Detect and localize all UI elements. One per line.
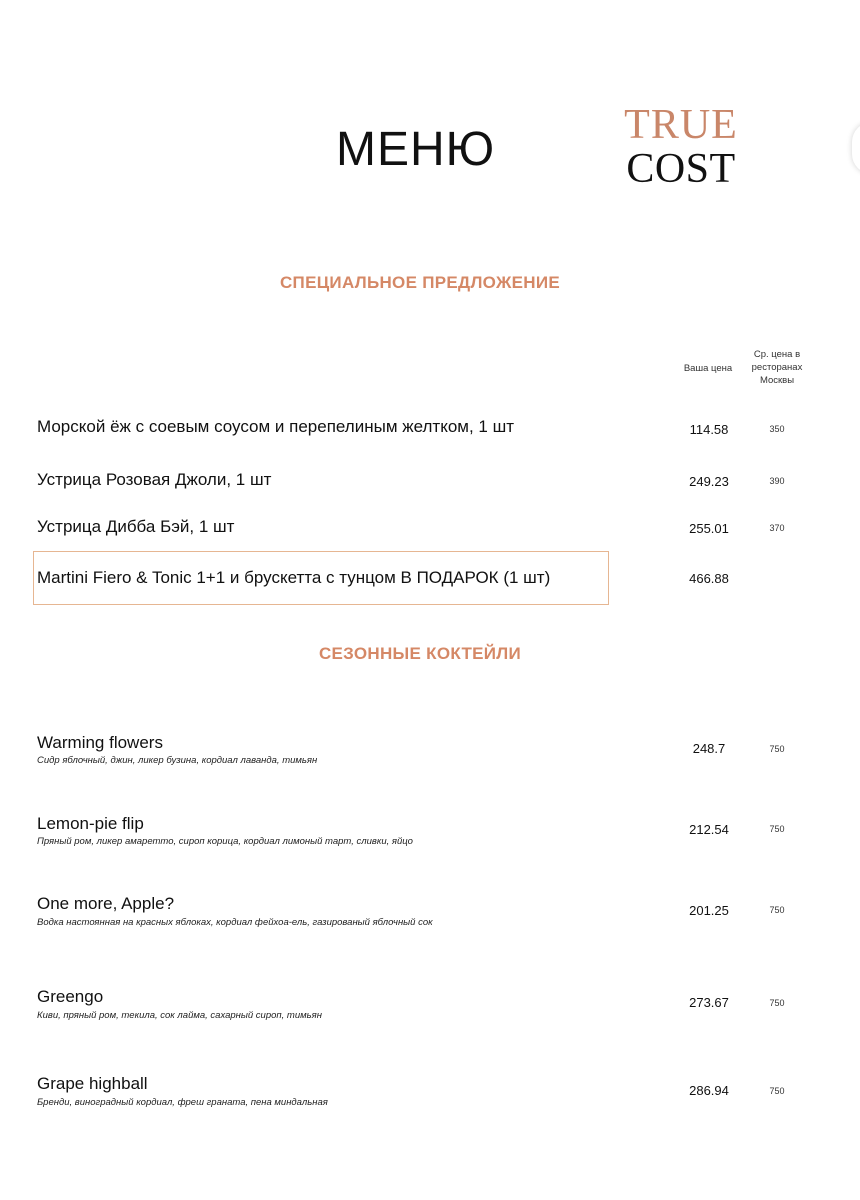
item-name: One more, Apple? xyxy=(37,894,175,913)
item-price: 248.7 xyxy=(692,741,726,756)
logo-true-text: TRUE xyxy=(624,102,738,148)
item-price: 255.01 xyxy=(689,521,729,536)
item-description: Водка настоянная на красных яблоках, кордиал фейхоа-ель, газированый яблочный сок xyxy=(37,917,433,928)
item-name: Lemon-pie flip xyxy=(37,814,144,833)
item-name: Устрица Розовая Джоли, 1 шт xyxy=(37,470,272,489)
item-price: 466.88 xyxy=(689,571,729,586)
item-avg-price: 350 xyxy=(769,424,785,434)
item-avg-price: 370 xyxy=(769,523,785,533)
side-scroll-button[interactable] xyxy=(852,122,860,174)
item-price: 212.54 xyxy=(689,822,729,837)
item-name: Martini Fiero & Tonic 1+1 и брускетта с тунцом В ПОДАРОК (1 шт) xyxy=(37,568,551,587)
item-name: Морской ёж с соевым соусом и перепелиным желтком, 1 шт xyxy=(37,417,515,436)
section-title-cocktails: СЕЗОННЫЕ КОКТЕЙЛИ xyxy=(318,644,522,663)
item-name: Greengo xyxy=(37,987,104,1006)
item-description: Сидр яблочный, джин, ликер бузина, кордиал лаванда, тимьян xyxy=(37,755,318,766)
item-name: Warming flowers xyxy=(37,733,163,752)
item-price: 201.25 xyxy=(689,903,729,918)
item-price: 249.23 xyxy=(689,474,729,489)
item-price: 273.67 xyxy=(689,995,729,1010)
item-description: Пряный ром, ликер амаретто, сироп корица, кордиал лимоный тарт, сливки, яйцо xyxy=(37,836,413,847)
page-title: МЕНЮ xyxy=(336,123,496,176)
column-header-avg-price: Ср. цена в ресторанах Москвы xyxy=(751,349,803,386)
item-avg-price: 750 xyxy=(769,905,785,915)
item-avg-price: 750 xyxy=(769,1086,785,1096)
item-description: Бренди, виноградный кордиал, фреш граната, пена миндальная xyxy=(37,1097,328,1108)
item-avg-price: 750 xyxy=(769,998,785,1008)
item-avg-price: 750 xyxy=(769,824,785,834)
item-name: Grape highball xyxy=(37,1074,148,1093)
logo-cost-text: COST xyxy=(626,146,736,192)
section-title-special: СПЕЦИАЛЬНОЕ ПРЕДЛОЖЕНИЕ xyxy=(279,273,561,292)
item-price: 286.94 xyxy=(689,1083,729,1098)
item-name: Устрица Дибба Бэй, 1 шт xyxy=(37,517,235,536)
item-avg-price: 750 xyxy=(769,744,785,754)
item-avg-price: 390 xyxy=(769,476,785,486)
column-header-your-price: Ваша цена xyxy=(683,363,733,374)
true-cost-logo xyxy=(620,104,742,190)
item-price: 114.58 xyxy=(689,422,729,437)
item-description: Киви, пряный ром, текила, сок лайма, сахарный сироп, тимьян xyxy=(37,1010,322,1021)
